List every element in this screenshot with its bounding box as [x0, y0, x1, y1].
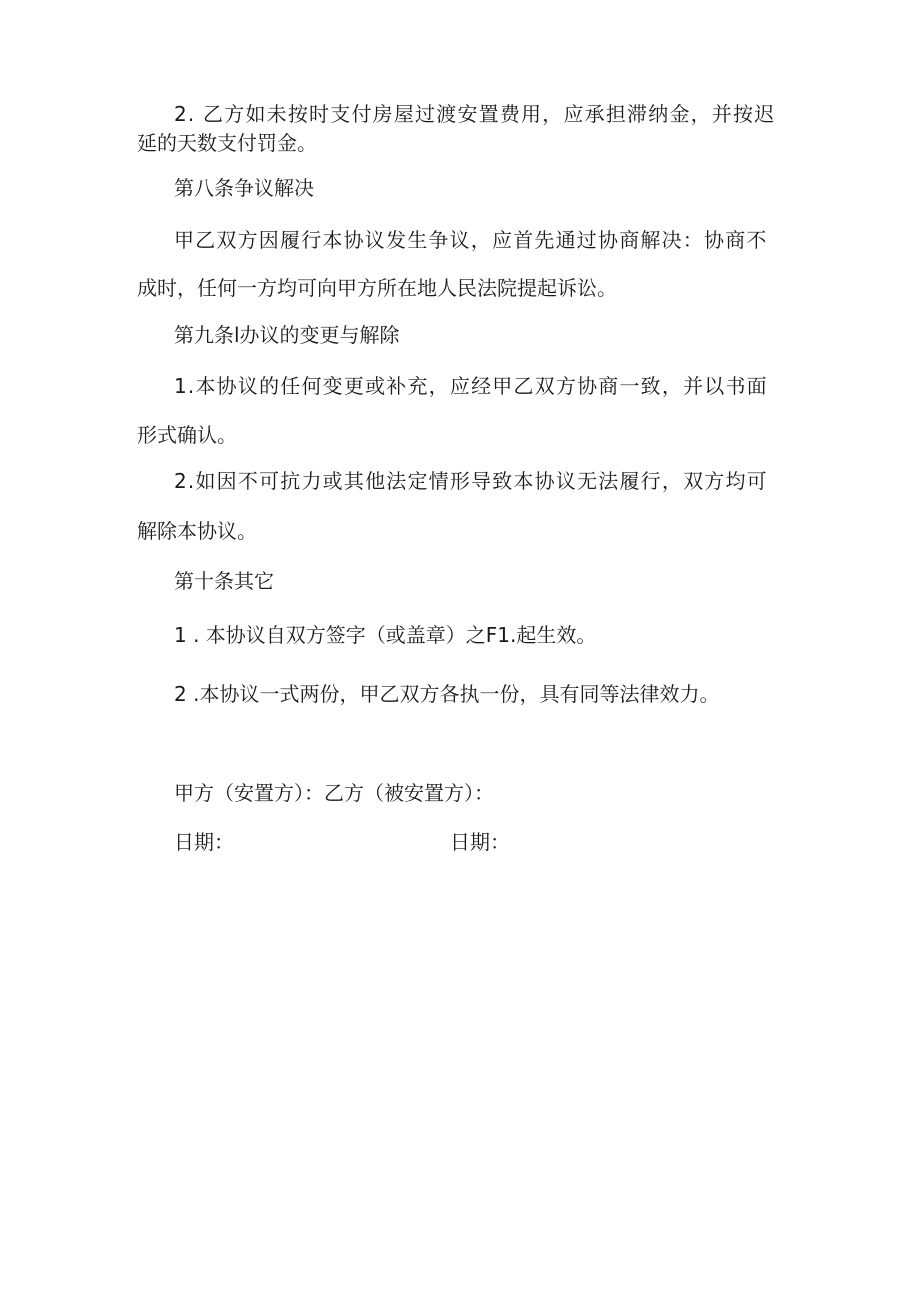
clause10-item2: 2 .本协议一式两份，甲乙双方各执一份，具有同等法律效力。: [174, 682, 720, 706]
date-b-label: 日期：: [450, 830, 510, 854]
party-a-label: 甲方（安置方）：: [174, 781, 324, 805]
signature-parties-row: [174, 781, 494, 805]
clause9-item2-line1: 2.如因不可抗力或其他法定情形导致本协议无法履行，双方均可: [174, 469, 768, 493]
clause7-item2-line2: 延的天数支付罚金。: [137, 131, 317, 155]
clause9-heading: 第九条l办议的变更与解除: [174, 323, 400, 347]
clause7-item2-line1: 2. 乙方如未按时支付房屋过渡安置费用，应承担滞纳金，并按迟: [174, 102, 776, 126]
party-b-label: 乙方（被安置方）：: [324, 781, 494, 805]
clause10-item1: 1 . 本协议自双方签字（或盖章）之F1.起生效。: [174, 623, 597, 647]
clause8-heading: 第八条争议解决: [174, 176, 314, 200]
clause10-heading: 第十条其它: [174, 569, 274, 593]
clause9-item1-line1: 1.本协议的任何变更或补充，应经甲乙双方协商一致，并以书面: [174, 374, 768, 398]
clause8-text-line1: 甲乙双方因履行本协议发生争议，应首先通过协商解决：协商不: [174, 228, 768, 252]
date-a-label: 日期：: [174, 830, 234, 854]
clause9-item2-line2: 解除本协议。: [137, 519, 257, 543]
clause8-text-line2: 成时，任何一方均可向甲方所在地人民法院提起诉讼。: [137, 276, 617, 300]
clause9-item1-line2: 形式确认。: [137, 423, 237, 447]
